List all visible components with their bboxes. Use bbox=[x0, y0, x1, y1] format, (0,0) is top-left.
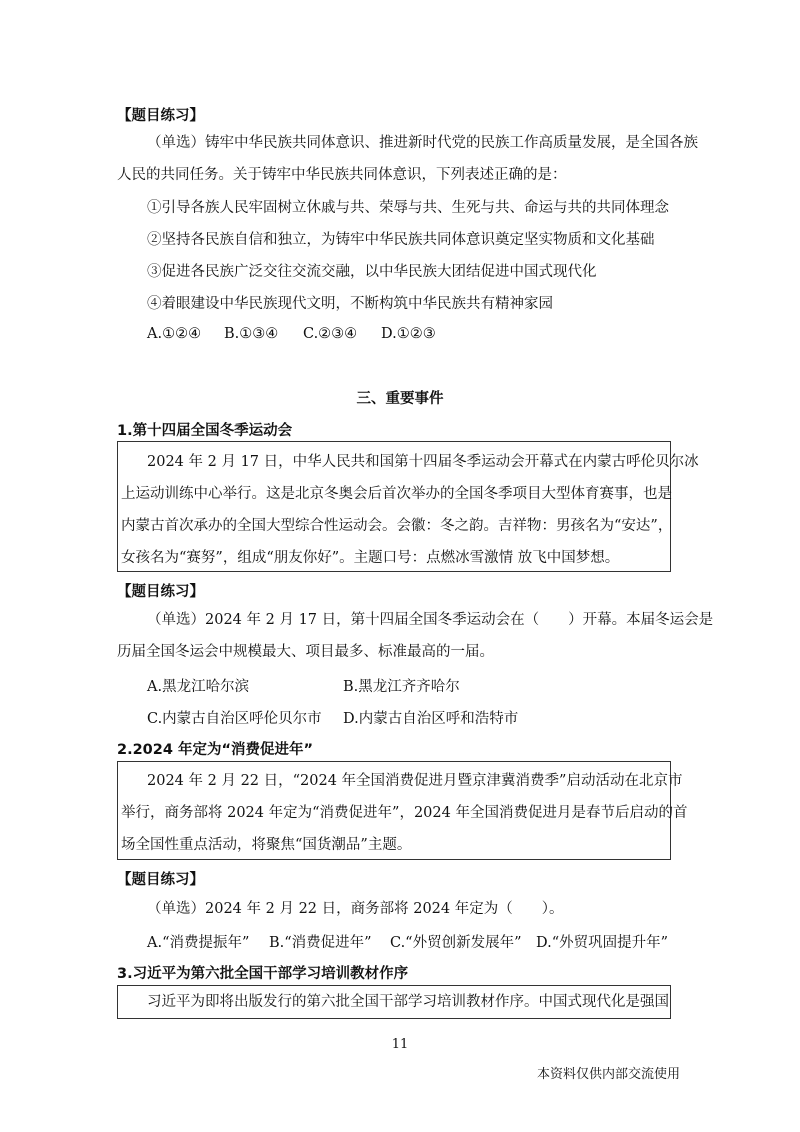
answer-option: A.黑龙江哈尔滨 bbox=[147, 679, 250, 695]
page-number: 11 bbox=[391, 1037, 409, 1052]
section-title: 三、重要事件 bbox=[356, 391, 444, 407]
statement-item: ③促进各民族广泛交往交流交融，以中华民族大团结促进中国式现代化 bbox=[147, 264, 597, 280]
statement-item: ①引导各族人民牢固树立休戚与共、荣辱与共、生死与共、命运与共的共同体理念 bbox=[147, 200, 669, 216]
practice-heading: 【题目练习】 bbox=[117, 108, 204, 124]
summary-line: 举行，商务部将 2024 年定为“消费促进年”，2024 年全国消费促进月是春节后启动的首 bbox=[121, 805, 688, 821]
answer-option: A.①②④ bbox=[147, 326, 202, 342]
question-text-line: （单选）2024 年 2 月 22 日，商务部将 2024 年定为（ ）。 bbox=[147, 901, 564, 917]
practice-heading: 【题目练习】 bbox=[117, 872, 204, 888]
summary-line: 2024 年 2 月 17 日，中华人民共和国第十四届冬季运动会开幕式在内蒙古呼伦贝尔冰 bbox=[147, 454, 699, 470]
summary-line: 2024 年 2 月 22 日，“2024 年全国消费促进月暨京津冀消费季”启动活动在北京市 bbox=[147, 773, 683, 789]
question-text-line: （单选）铸牢中华民族共同体意识、推进新时代党的民族工作高质量发展，是全国各族 bbox=[147, 135, 698, 151]
summary-line: 上运动训练中心举行。这是北京冬奥会后首次举办的全国冬季项目大型体育赛事，也是 bbox=[121, 486, 672, 502]
question-text-line: 历届全国冬运会中规模最大、项目最多、标准最高的一届。 bbox=[117, 644, 494, 660]
answer-option: C.“外贸创新发展年” bbox=[390, 935, 522, 951]
summary-line: 场全国性重点活动，将聚焦“国货潮品”主题。 bbox=[121, 837, 412, 853]
question-text-line: 人民的共同任务。关于铸牢中华民族共同体意识，下列表述正确的是： bbox=[117, 167, 567, 183]
answer-option: D.①②③ bbox=[381, 326, 436, 342]
footer-note: 本资料仅供内部交流使用 bbox=[537, 1067, 681, 1082]
practice-heading: 【题目练习】 bbox=[117, 584, 204, 600]
summary-line: 女孩名为“赛努”，组成“朋友你好”。主题口号：点燃冰雪激情 放飞中国梦想。 bbox=[121, 550, 620, 566]
event-title: 3.习近平为第六批全国干部学习培训教材作序 bbox=[117, 966, 409, 982]
question-text-line: （单选）2024 年 2 月 17 日，第十四届全国冬季运动会在（ ）开幕。本届冬运会是 bbox=[147, 612, 714, 628]
answer-option: C.内蒙古自治区呼伦贝尔市 bbox=[147, 711, 322, 727]
answer-option: B.①③④ bbox=[224, 326, 279, 342]
event-title: 2.2024 年定为“消费促进年” bbox=[117, 742, 314, 758]
answer-option: A.“消费提振年” bbox=[147, 935, 250, 951]
statement-item: ②坚持各民族自信和独立，为铸牢中华民族共同体意识奠定坚实物质和文化基础 bbox=[147, 232, 655, 248]
answer-option: D.“外贸巩固提升年” bbox=[536, 935, 669, 951]
answer-option: B.“消费促进年” bbox=[269, 935, 372, 951]
answer-option: C.②③④ bbox=[303, 326, 358, 342]
summary-line: 习近平为即将出版发行的第六批全国干部学习培训教材作序。中国式现代化是强国 bbox=[147, 994, 669, 1010]
answer-option: B.黑龙江齐齐哈尔 bbox=[343, 679, 460, 695]
summary-line: 内蒙古首次承办的全国大型综合性运动会。会徽：冬之韵。吉祥物：男孩名为“安达”， bbox=[121, 518, 673, 534]
statement-item: ④着眼建设中华民族现代文明，不断构筑中华民族共有精神家园 bbox=[147, 296, 553, 312]
event-title: 1.第十四届全国冬季运动会 bbox=[117, 423, 293, 439]
answer-option: D.内蒙古自治区呼和浩特市 bbox=[343, 711, 519, 727]
